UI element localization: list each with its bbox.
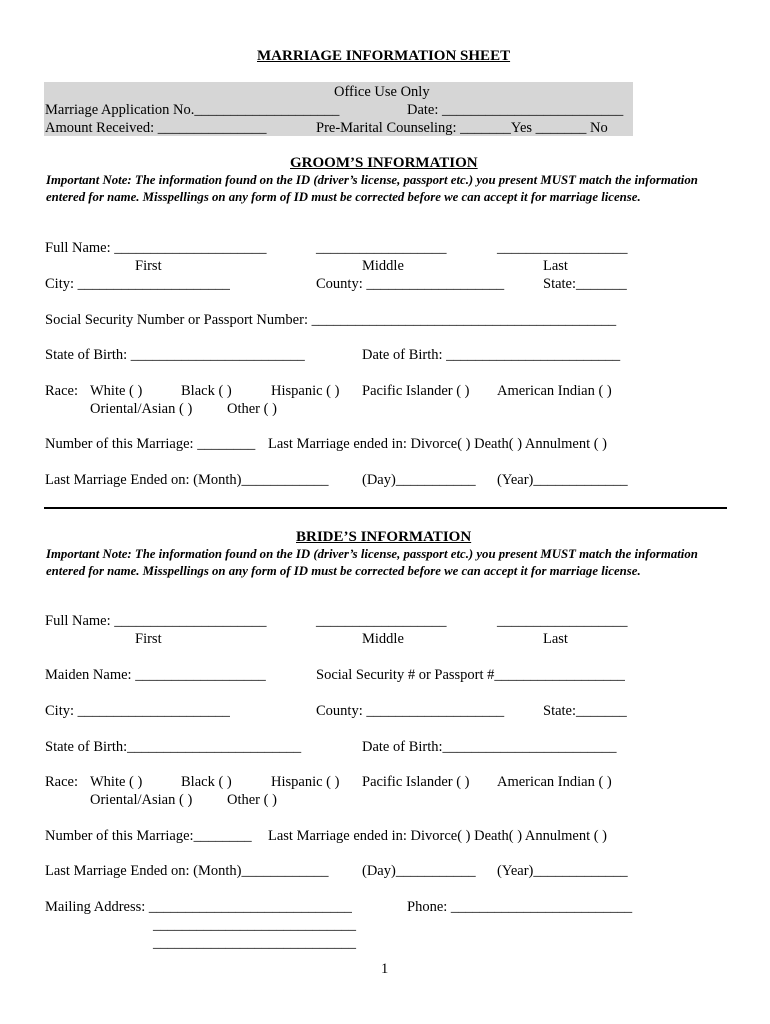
bride-mailing-address-field[interactable]: Mailing Address: ____________________________: [45, 899, 352, 915]
groom-county-field[interactable]: County: ___________________: [316, 276, 505, 292]
groom-state-field[interactable]: State:_______: [543, 276, 627, 292]
groom-last-name-field[interactable]: __________________: [497, 240, 628, 256]
office-use-heading: Office Use Only: [334, 84, 430, 100]
bride-ended-day-field[interactable]: (Day)___________: [362, 863, 476, 879]
groom-race-oriental-asian[interactable]: Oriental/Asian ( ): [90, 401, 193, 417]
bride-race-american-indian[interactable]: American Indian ( ): [497, 774, 612, 790]
groom-middle-name-field[interactable]: __________________: [316, 240, 447, 256]
bride-first-label: First: [135, 631, 162, 647]
groom-race-black[interactable]: Black ( ): [181, 383, 232, 399]
groom-number-of-marriage-field[interactable]: Number of this Marriage: ________: [45, 436, 256, 452]
groom-city-field[interactable]: City: _____________________: [45, 276, 230, 292]
bride-race-black[interactable]: Black ( ): [181, 774, 232, 790]
office-date-field[interactable]: Date: _________________________: [407, 102, 624, 118]
bride-phone-field[interactable]: Phone: _________________________: [407, 899, 633, 915]
groom-date-of-birth-field[interactable]: Date of Birth: ________________________: [362, 347, 621, 363]
bride-city-field[interactable]: City: _____________________: [45, 703, 230, 719]
groom-ended-month-field[interactable]: Last Marriage Ended on: (Month)____________: [45, 472, 329, 488]
bride-race-hispanic[interactable]: Hispanic ( ): [271, 774, 340, 790]
groom-race-white[interactable]: White ( ): [90, 383, 143, 399]
groom-heading: GROOM’S INFORMATION: [290, 155, 478, 171]
bride-race-oriental-asian[interactable]: Oriental/Asian ( ): [90, 792, 193, 808]
bride-ssn-field[interactable]: Social Security # or Passport #__________________: [316, 667, 625, 683]
page-number: 1: [381, 961, 389, 977]
amount-received-field[interactable]: Amount Received: _______________: [45, 120, 267, 136]
application-number-field[interactable]: Marriage Application No.____________________: [45, 102, 340, 118]
groom-ended-year-field[interactable]: (Year)_____________: [497, 472, 628, 488]
groom-important-note: Important Note: The information found on the ID (driver’s license, passport etc.) you present MUST match the information entered for name. Misspellings on any form of ID must be corrected before we can accept it for marriage license.: [46, 173, 698, 204]
groom-full-name-field[interactable]: Full Name: _____________________: [45, 240, 267, 256]
bride-race-label: Race:: [45, 774, 79, 790]
page-title: MARRIAGE INFORMATION SHEET: [257, 48, 511, 64]
groom-race-pacific-islander[interactable]: Pacific Islander ( ): [362, 383, 470, 399]
groom-race-label: Race:: [45, 383, 79, 399]
bride-race-other[interactable]: Other ( ): [227, 792, 277, 808]
groom-race-hispanic[interactable]: Hispanic ( ): [271, 383, 340, 399]
bride-ended-month-field[interactable]: Last Marriage Ended on: (Month)____________: [45, 863, 329, 879]
bride-last-label: Last: [543, 631, 568, 647]
groom-race-american-indian[interactable]: American Indian ( ): [497, 383, 612, 399]
groom-ssn-field[interactable]: Social Security Number or Passport Number: __________________________________________: [45, 312, 617, 328]
section-divider: [44, 507, 727, 509]
bride-full-name-field[interactable]: Full Name: _____________________: [45, 613, 267, 629]
bride-last-name-field[interactable]: __________________: [497, 613, 628, 629]
bride-middle-name-field[interactable]: __________________: [316, 613, 447, 629]
bride-race-pacific-islander[interactable]: Pacific Islander ( ): [362, 774, 470, 790]
groom-first-label: First: [135, 258, 162, 274]
groom-last-marriage-ended-in[interactable]: Last Marriage ended in: Divorce( ) Death( ) Annulment ( ): [268, 436, 608, 452]
bride-important-note: Important Note: The information found on the ID (driver’s license, passport etc.) you present MUST match the information entered for name. Misspellings on any form of ID must be corrected before we can accept it for marriage license.: [46, 547, 698, 578]
bride-ended-year-field[interactable]: (Year)_____________: [497, 863, 628, 879]
bride-county-field[interactable]: County: ___________________: [316, 703, 505, 719]
bride-last-marriage-ended-in[interactable]: Last Marriage ended in: Divorce( ) Death( ) Annulment ( ): [268, 828, 608, 844]
bride-heading: BRIDE’S INFORMATION: [296, 529, 472, 545]
groom-ended-day-field[interactable]: (Day)___________: [362, 472, 476, 488]
bride-maiden-name-field[interactable]: Maiden Name: __________________: [45, 667, 266, 683]
bride-race-white[interactable]: White ( ): [90, 774, 143, 790]
groom-last-label: Last: [543, 258, 568, 274]
groom-race-other[interactable]: Other ( ): [227, 401, 277, 417]
bride-state-field[interactable]: State:_______: [543, 703, 627, 719]
bride-number-of-marriage-field[interactable]: Number of this Marriage:________: [45, 828, 252, 844]
bride-mailing-address-line2[interactable]: ____________________________: [153, 917, 356, 933]
bride-date-of-birth-field[interactable]: Date of Birth:________________________: [362, 739, 617, 755]
bride-mailing-address-line3[interactable]: ____________________________: [153, 935, 356, 951]
groom-middle-label: Middle: [362, 258, 404, 274]
premarital-counseling-field[interactable]: Pre-Marital Counseling: _______Yes _______ No: [316, 120, 608, 136]
bride-middle-label: Middle: [362, 631, 404, 647]
bride-state-of-birth-field[interactable]: State of Birth:________________________: [45, 739, 302, 755]
groom-state-of-birth-field[interactable]: State of Birth: ________________________: [45, 347, 305, 363]
